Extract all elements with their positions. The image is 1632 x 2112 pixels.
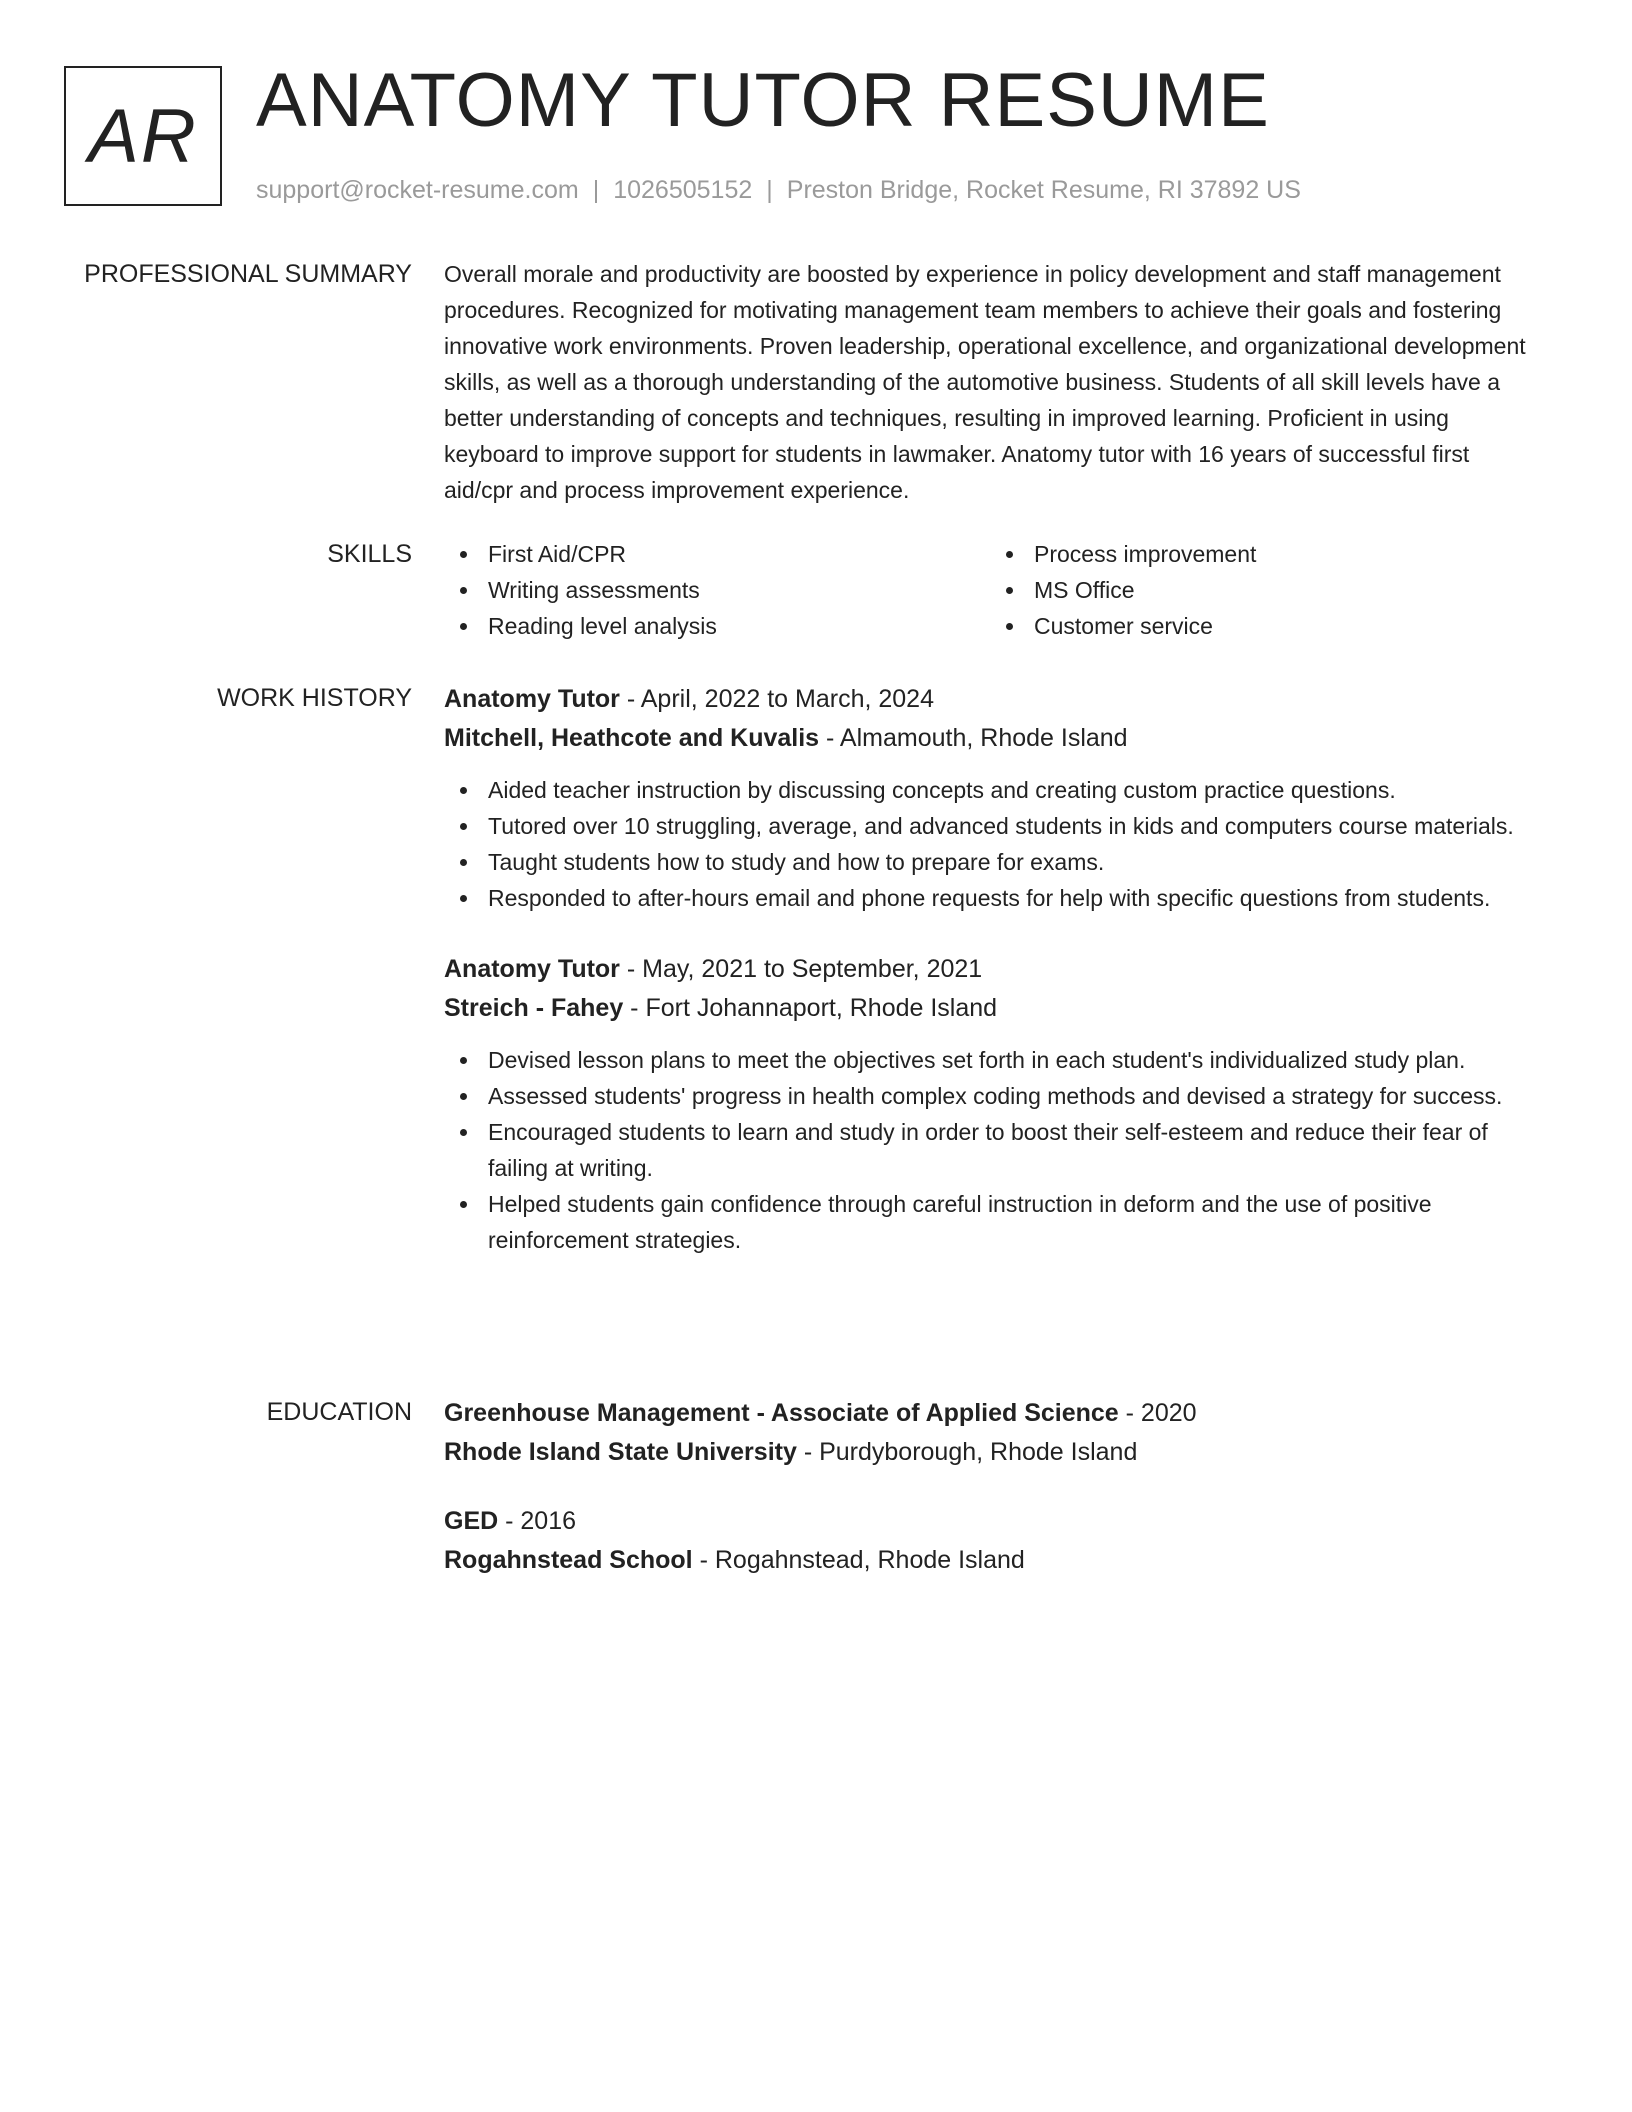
contact-line	[256, 172, 1301, 208]
skills-heading: SKILLS	[327, 540, 412, 568]
job-company: Streich - Fahey	[444, 994, 624, 1022]
skills-list	[444, 536, 1544, 644]
skill-item: Writing assessments	[444, 572, 990, 608]
education-year: - 2020	[1118, 1399, 1197, 1427]
job-company: Mitchell, Heathcote and Kuvalis	[444, 724, 820, 752]
contact-email: support@rocket-resume.com	[256, 176, 579, 204]
education-entry	[444, 1502, 1544, 1580]
job-location: - Almamouth, Rhode Island	[819, 724, 1128, 752]
education-body	[444, 1394, 1544, 1580]
education-school-line	[444, 1433, 1544, 1472]
job-bullet: Responded to after-hours email and phone requests for help with specific questions from students.	[444, 880, 1544, 916]
job-dates: - April, 2022 to March, 2024	[619, 685, 934, 713]
job-dates: - May, 2021 to September, 2021	[619, 955, 983, 983]
education-location: - Purdyborough, Rhode Island	[796, 1438, 1138, 1466]
job-title-line	[444, 680, 1544, 719]
education-school-line	[444, 1541, 1544, 1580]
contact-phone: 1026505152	[613, 176, 753, 204]
skills-body	[444, 536, 1544, 644]
job-bullet: Aided teacher instruction by discussing concepts and creating custom practice questions.	[444, 772, 1544, 808]
job-entry	[444, 680, 1544, 916]
education-degree: GED	[444, 1507, 499, 1535]
education-heading: EDUCATION	[266, 1398, 412, 1426]
contact-address: Preston Bridge, Rocket Resume, RI 37892 US	[786, 176, 1301, 204]
contact-separator: |	[766, 176, 773, 204]
job-bullet: Devised lesson plans to meet the objectives set forth in each student's individualized study plan.	[444, 1042, 1544, 1078]
summary-heading: PROFESSIONAL SUMMARY	[84, 260, 412, 288]
education-year: - 2016	[498, 1507, 577, 1535]
job-bullet: Tutored over 10 struggling, average, and advanced students in kids and computers course materials.	[444, 808, 1544, 844]
education-entry	[444, 1394, 1544, 1472]
job-company-line	[444, 989, 1544, 1028]
education-location: - Rogahnstead, Rhode Island	[692, 1546, 1025, 1574]
job-company-line	[444, 719, 1544, 758]
summary-text: Overall morale and productivity are boosted by experience in policy development and staff management procedures. Recognized for motivating management team members to achieve their goals and fostering innovative work environments. Proven leadership, operational excellence, and organizational development skills, as well as a thorough understanding of the automotive business. Students of all skill levels have a better understanding of concepts and techniques, resulting in improved learning. Proficient in using keyboard to improve support for students in lawmaker. Anatomy tutor with 16 years of successful first aid/cpr and process improvement experience.	[444, 261, 1526, 503]
education-degree-line	[444, 1502, 1544, 1541]
job-entry	[444, 950, 1544, 1258]
job-bullet: Taught students how to study and how to prepare for exams.	[444, 844, 1544, 880]
summary-body	[444, 256, 1544, 508]
job-title: Anatomy Tutor	[444, 955, 620, 983]
job-bullet: Helped students gain confidence through careful instruction in deform and the use of positive reinforcement strategies.	[444, 1186, 1544, 1258]
work-history-body	[444, 680, 1544, 1258]
job-bullet: Encouraged students to learn and study in order to boost their self-esteem and reduce their fear of failing at writing.	[444, 1114, 1544, 1186]
skill-item: Customer service	[990, 608, 1536, 644]
skill-item: Process improvement	[990, 536, 1536, 572]
skill-item: First Aid/CPR	[444, 536, 990, 572]
education-school: Rhode Island State University	[444, 1438, 797, 1466]
skill-item: Reading level analysis	[444, 608, 990, 644]
job-location: - Fort Johannaport, Rhode Island	[623, 994, 998, 1022]
contact-separator: |	[592, 176, 600, 204]
education-degree-line	[444, 1394, 1544, 1433]
work-history-heading: WORK HISTORY	[217, 684, 412, 712]
job-title: Anatomy Tutor	[444, 685, 620, 713]
monogram-logo: AR	[64, 66, 222, 206]
skill-item: MS Office	[990, 572, 1536, 608]
education-school: Rogahnstead School	[444, 1546, 693, 1574]
job-title-line	[444, 950, 1544, 989]
job-bullets	[444, 1042, 1544, 1258]
job-bullets	[444, 772, 1544, 916]
page-title: ANATOMY TUTOR RESUME	[256, 58, 1270, 143]
education-degree: Greenhouse Management - Associate of Applied Science	[444, 1399, 1119, 1427]
job-bullet: Assessed students' progress in health complex coding methods and devised a strategy for success.	[444, 1078, 1544, 1114]
